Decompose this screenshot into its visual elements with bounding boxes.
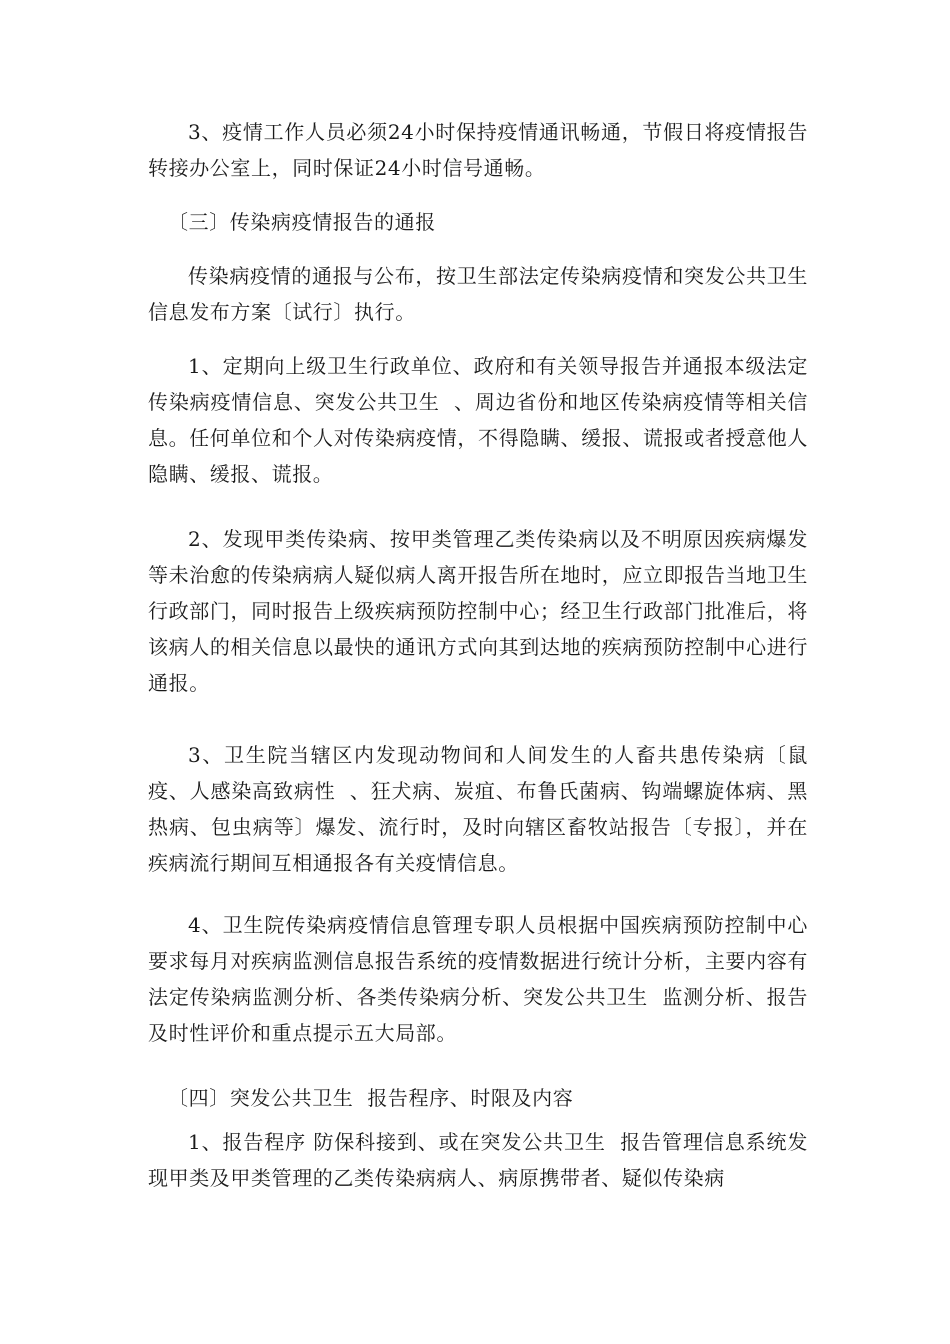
paragraph-item-2: 2、发现甲类传染病、按甲类管理乙类传染病以及不明原因疾病爆发等未治愈的传染病病人疑似病人离开报告所在地时，应立即报告当地卫生行政部门，同时报告上级疾病预防控制中心；经卫生行政部门批准后，将该病人的相关信息以最快的通讯方式向其到达地的疾病预防控制中心进行通报。 <box>148 527 808 695</box>
section-heading-4: 〔四〕突发公共卫生 报告程序、时限及内容 <box>168 1086 574 1110</box>
section-heading-3: 〔三〕传染病疫情报告的通报 <box>168 210 436 234</box>
paragraph-item-3: 3、卫生院当辖区内发现动物间和人间发生的人畜共患传染病〔鼠疫、人感染高致病性 、狂犬病、炭疽、布鲁氏菌病、钩端螺旋体病、黑热病、包虫病等〕爆发、流行时，及时向辖区畜牧站报告〔专报〕，并在疾病流行期间互相通报各有关疫情信息。 <box>148 743 808 875</box>
paragraph-item-4: 4、卫生院传染病疫情信息管理专职人员根据中国疾病预防控制中心要求每月对疾病监测信息报告系统的疫情数据进行统计分析，主要内容有法定传染病监测分析、各类传染病分析、突发公共卫生 监测分析、报告及时性评价和重点提示五大局部。 <box>148 913 808 1045</box>
paragraph-item-1: 1、定期向上级卫生行政单位、政府和有关领导报告并通报本级法定传染病疫情信息、突发公共卫生 、周边省份和地区传染病疫情等相关信息。任何单位和个人对传染病疫情，不得隐瞒、缓报、谎报或者授意他人隐瞒、缓报、谎报。 <box>148 354 808 486</box>
paragraph-24h-communication: 3、疫情工作人员必须24小时保持疫情通讯畅通，节假日将疫情报告转接办公室上，同时保证24小时信号通畅。 <box>148 120 808 180</box>
paragraph-notification-intro: 传染病疫情的通报与公布，按卫生部法定传染病疫情和突发公共卫生 信息发布方案〔试行〕执行。 <box>148 264 822 324</box>
paragraph-report-procedure: 1、报告程序 防保科接到、或在突发公共卫生 报告管理信息系统发现甲类及甲类管理的乙类传染病病人、病原携带者、疑似传染病 <box>148 1130 808 1190</box>
